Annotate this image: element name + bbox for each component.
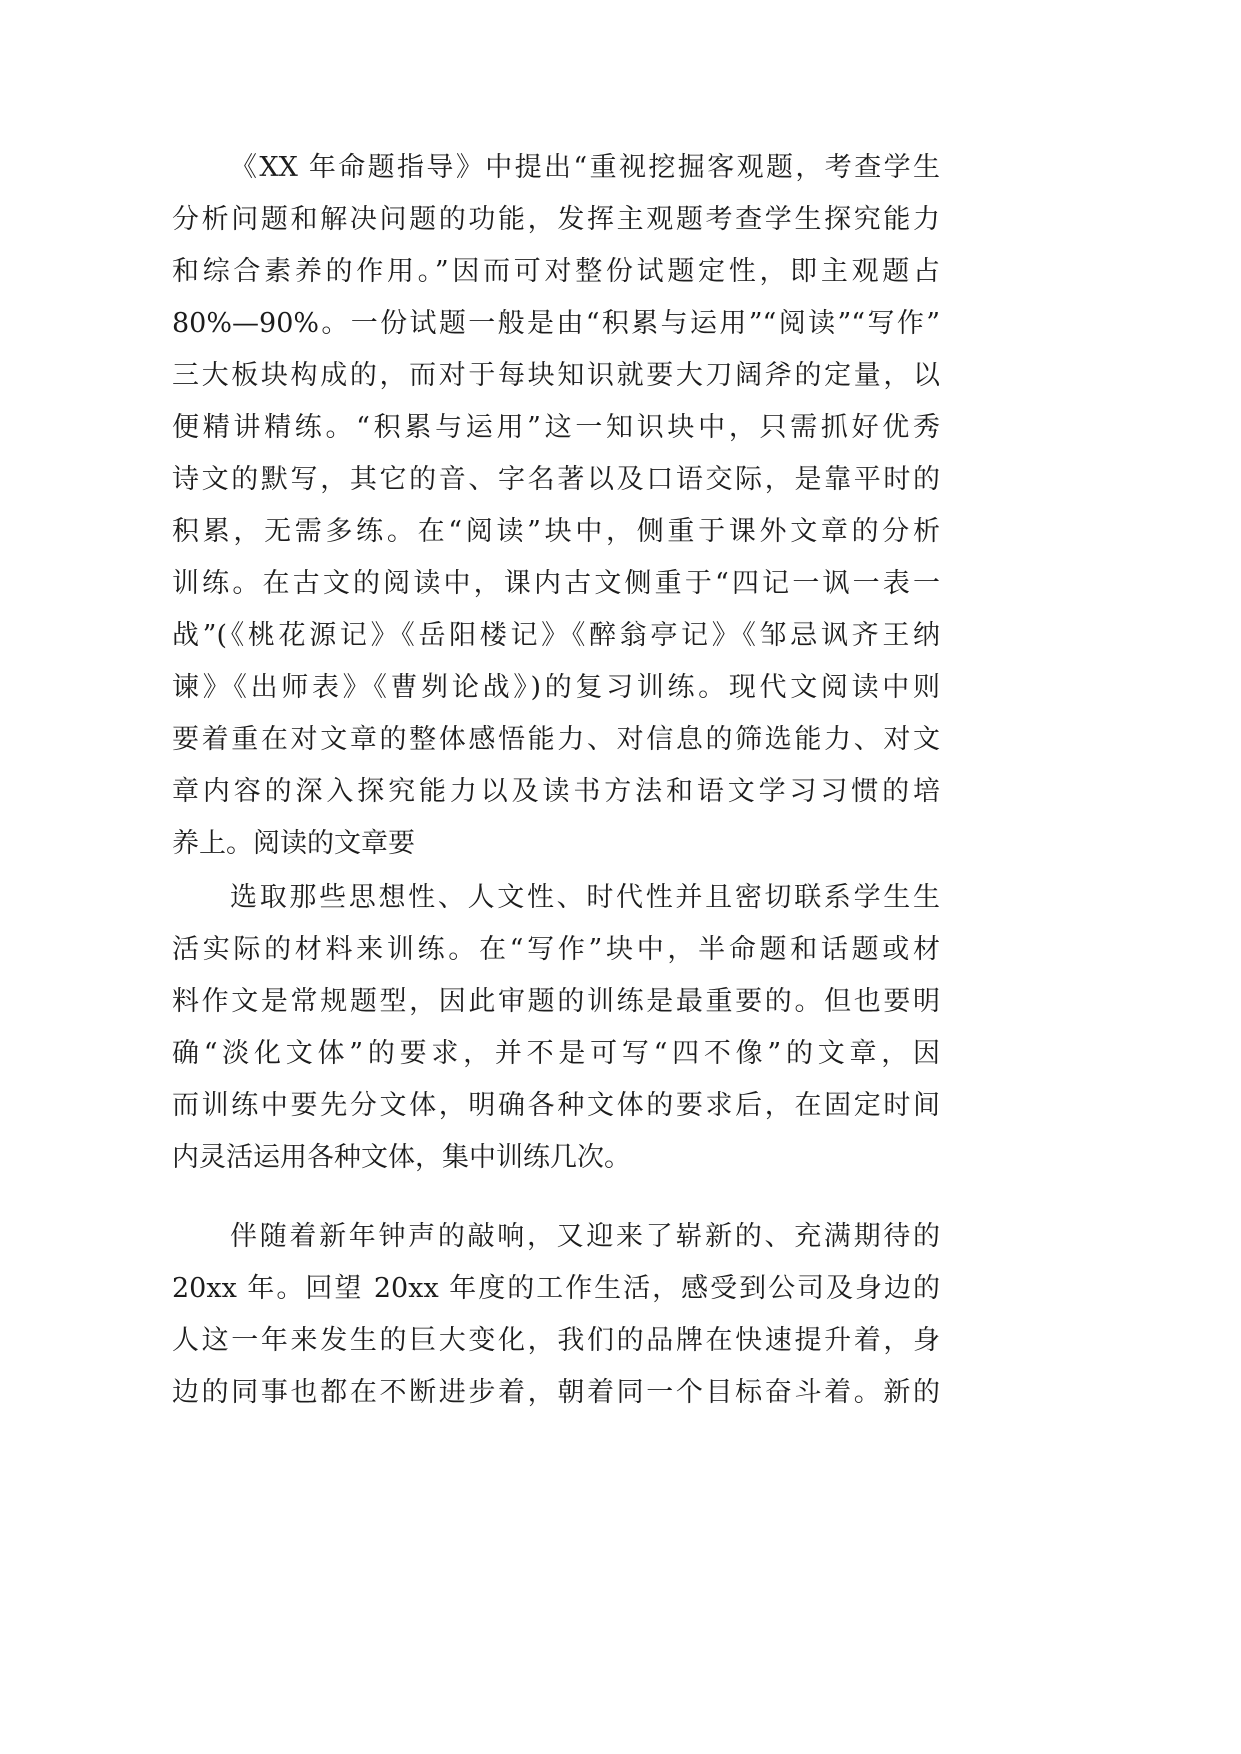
text-line: 伴随着新年钟声的敲响，又迎来了崭新的、充满期待的	[230, 1221, 940, 1252]
text-line: 章内容的深入探究能力以及读书方法和语文学习习惯的培	[172, 776, 940, 807]
text-line: 和综合素养的作用。”因而可对整份试题定性，即主观题占	[172, 256, 940, 287]
text-line: 积累，无需多练。在“阅读”块中，侧重于课外文章的分析	[172, 516, 940, 547]
text-line: 料作文是常规题型，因此审题的训练是最重要的。但也要明	[172, 986, 940, 1017]
paragraph	[172, 142, 940, 870]
text-line: 《XX 年命题指导》中提出“重视挖掘客观题，考查学生	[230, 152, 940, 183]
text-line: 20xx 年。回望 20xx 年度的工作生活，感受到公司及身边的	[172, 1273, 940, 1304]
text-line: 要着重在对文章的整体感悟能力、对信息的筛选能力、对文	[172, 724, 940, 755]
text-line: 内灵活运用各种文体，集中训练几次。	[172, 1142, 631, 1173]
text-line: 边的同事也都在不断进步着，朝着同一个目标奋斗着。新的	[172, 1377, 940, 1408]
text-line: 三大板块构成的，而对于每块知识就要大刀阔斧的定量，以	[172, 360, 940, 391]
text-line: 而训练中要先分文体，明确各种文体的要求后，在固定时间	[172, 1090, 940, 1121]
text-line: 分析问题和解决问题的功能，发挥主观题考查学生探究能力	[172, 204, 940, 235]
text-line: 训练。在古文的阅读中，课内古文侧重于“四记一讽一表一	[172, 568, 940, 599]
text-line: 人这一年来发生的巨大变化，我们的品牌在快速提升着，身	[172, 1325, 940, 1356]
text-line: 战”(《桃花源记》《岳阳楼记》《醉翁亭记》《邹忌讽齐王纳	[172, 620, 940, 651]
paragraph	[172, 872, 940, 1184]
text-line: 80%—90%。一份试题一般是由“积累与运用”“阅读”“写作”	[172, 308, 940, 339]
text-line: 便精讲精练。“积累与运用”这一知识块中，只需抓好优秀	[172, 412, 940, 443]
text-line: 活实际的材料来训练。在“写作”块中，半命题和话题或材	[172, 934, 940, 965]
text-line: 谏》《出师表》《曹刿论战》)的复习训练。现代文阅读中则	[172, 672, 940, 703]
text-line: 养上。阅读的文章要	[172, 828, 415, 859]
text-line: 确“淡化文体”的要求，并不是可写“四不像”的文章，因	[172, 1038, 940, 1069]
text-line: 选取那些思想性、人文性、时代性并且密切联系学生生	[230, 882, 940, 913]
paragraph	[172, 1211, 940, 1419]
document-body	[172, 142, 940, 1419]
text-line: 诗文的默写，其它的音、字名著以及口语交际，是靠平时的	[172, 464, 940, 495]
